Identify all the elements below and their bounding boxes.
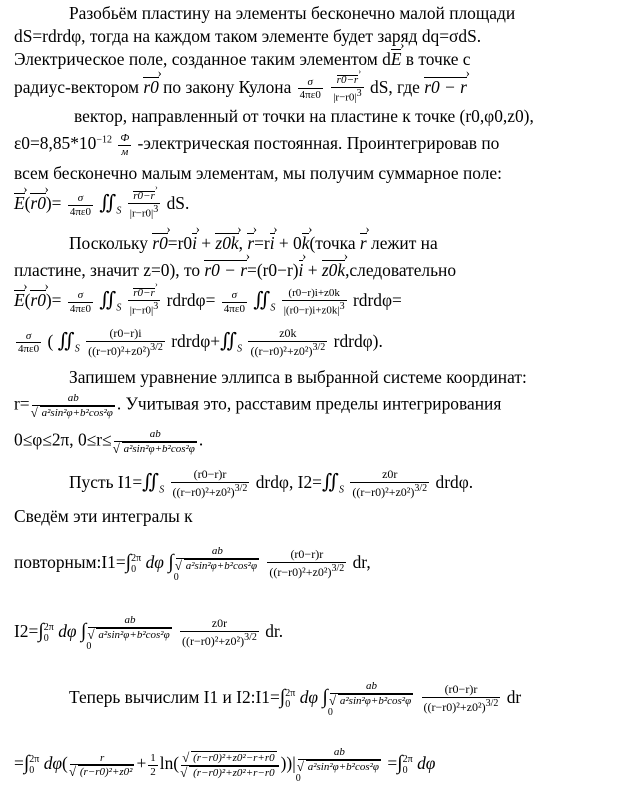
formula-line: › E(› r0)= $\frac{\sigma}{4\pi\varepsilon 0}$ $∬_S$ › $\frac{r0-r}{|r-r0|^3}$ rdrdφ= $\frac{\sigma}{4\pi\varepsilon 0}$ $∬_S$ $\frac{(r0-r)i+z0k}{|(r0-r)i+z0k|^3}$ rdrdφ=	[14, 287, 402, 317]
formula-line: I2=∫2π 0 dφ ∫ ab √ a²sin²φ+b²cos²φ 0 $\frac{z0r}{((r-r0)^2+z0^2)^{3/2}}$ dr.	[14, 614, 283, 652]
text-line: dS=rdrdφ, тогда на каждом таком элементе будет заряд dq=σdS.	[14, 26, 482, 46]
formula-line: повторным:I1=∫2π 0 dφ ∫ ab √ a²sin²φ+b²cos²φ 0 $\frac{(r0-r)r}{((r-r0)^2+z0^2)^{3/2}}$ dr,	[14, 545, 371, 583]
formula-line: $\frac{\sigma}{4\pi\varepsilon 0}$ ( $∬_S$ $\frac{(r0-r)i}{((r-r0)^2+z0^2)^{3/2}}$ $rdrd\varphi+∬_S$ $\frac{z0k}{((r-r0)^2+z0^2)^{3/2}}$ rdrdφ).	[18, 326, 383, 358]
formula-line: 0≤φ≤2π, 0≤r≤ ab √ a²sin²φ+b²cos²φ .	[14, 428, 203, 455]
formula-line: =∫2π 0 dφ( r √ (r−r0)²+z0² + $\frac{1}{2}$ ln( √ (r−r0)²+z0²−r+r0 √ (r−r0)²+z0²+r−r0 ))| ab √ a²sin²φ+b²cos²φ 0 =∫2π 0 dφ	[14, 746, 435, 784]
text-line: Электрическое поле, созданное таким элементом d› E в точке с	[14, 48, 471, 71]
text-line: радиус-вектором › r0 по закону Кулона $\frac{\sigma}{4\pi\varepsilon 0}$ › $\frac{r0-r}{|r-r0|^3}$ dS, где › r0 − r	[14, 74, 467, 104]
text-line: пластине, значит z=0), то › r0 − r=(r0−r)› i + › z0k,следовательно	[14, 259, 456, 282]
formula-line: Пусть $I1=∬_S$ $\frac{(r0-r)r}{((r-r0)^2+z0^2)^{3/2}}$ drdφ, $I2=∬_S$ $\frac{z0r}{((r-r0)^2+z0^2)^{3/2}}$ drdφ.	[69, 467, 474, 499]
text-line: Поскольку › r0=r0› i + › z0k, › r=r› i + 0› k(точка › r лежит на	[69, 232, 438, 255]
text-line: $\varepsilon 0=8,85*10^{-12}$ $\frac{Ф}{м}$ -электрическая постоянная. Проинтегрировав по	[14, 132, 500, 158]
formula-line: r= ab √ a²sin²φ+b²cos²φ . Учитывая это, расставим пределы интегрирования	[14, 392, 501, 419]
text-line: Разобьём пластину на элементы бесконечно малой площади	[69, 3, 516, 23]
text-line: вектор, направленный от точки на пластине к точке (r0,φ0,z0),	[74, 106, 534, 126]
fraction: $\frac{\sigma}{4\pi\varepsilon 0}$	[299, 75, 321, 102]
formula-line: › E(› r0)= $\frac{\sigma}{4\pi\varepsilon 0}$ $∬_S$ › $\frac{r0-r}{|r-r0|^3}$ dS.	[14, 190, 189, 220]
formula-line: Теперь вычислим I1 и I2:I1=∫2π 0 dφ ∫ ab √ a²sin²φ+b²cos²φ 0 $\frac{(r0-r)r}{((r-r0)^2+z0^2)^{3/2}}$ dr	[69, 680, 521, 718]
fraction: › $\frac{r0-r}{|r-r0|^3}$	[331, 74, 363, 104]
vector-e: › E	[391, 48, 402, 71]
fraction: $\frac{Ф}{м}$	[120, 132, 130, 158]
text-line: всем бесконечно малым элементам, мы получим суммарное поле:	[14, 163, 502, 183]
text-line: Запишем уравнение эллипса в выбранной системе координат:	[69, 367, 527, 387]
text-line: Сведём эти интегралы к	[14, 506, 193, 526]
